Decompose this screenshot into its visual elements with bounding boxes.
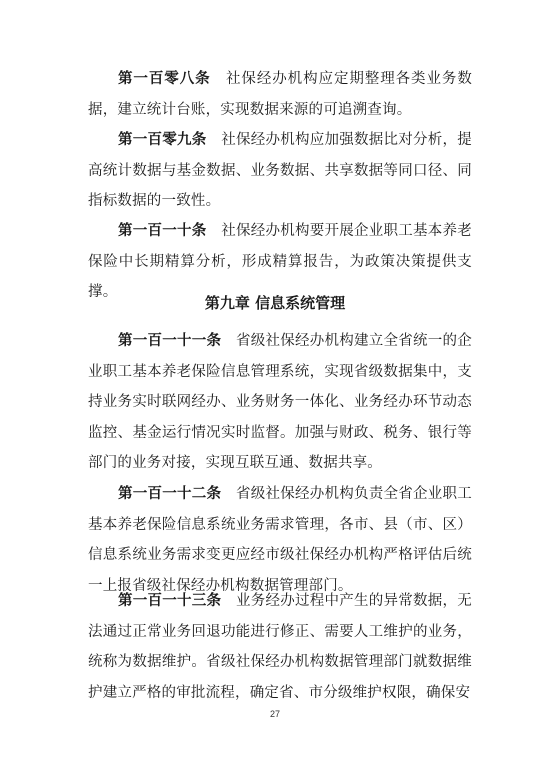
article-title: 第一百一十三条: [118, 593, 222, 609]
chapter-title: 第九章 信息系统管理: [204, 294, 346, 312]
article-body: 省级社保经办机构负责全省企业职工基本养老保险信息系统业务需求管理，各市、县（市、区）信息系统业务需求变更应经市级社保经办机构严格评估后统一上报省级社保经办机构数据管理部门。: [88, 486, 473, 594]
article-body: 社保经办机构应加强数据比对分析，提高统计数据与基金数据、业务数据、共享数据等同口径、同指标数据的一致性。: [88, 132, 473, 209]
article-title: 第一百一十条: [118, 223, 207, 239]
article-109: [88, 125, 472, 217]
page-number: 27: [269, 709, 280, 719]
article-title: 第一百一十二条: [118, 486, 222, 502]
article-title: 第一百零九条: [118, 132, 207, 148]
article-body: 社保经办机构要开展企业职工基本养老保险中长期精算分析，形成精算报告，为政策决策提供支撑。: [88, 223, 473, 300]
article-112: [88, 479, 472, 601]
article-108: [88, 64, 472, 125]
article-body: 省级社保经办机构建立全省统一的企业职工基本养老保险信息管理系统，实现省级数据集中，支持业务实时联网经办、业务财务一体化、业务经办环节动态监控、基金运行情况实时监督。加强与财政、税务、银行等部门的业务对接，实现互联互通、数据共享。: [88, 333, 473, 471]
article-111: [88, 326, 472, 479]
article-body: 社保经办机构应定期整理各类业务数据，建立统计台账，实现数据来源的可追溯查询。: [88, 71, 473, 118]
article-body: 业务经办过程中产生的异常数据，无法通过正常业务回退功能进行修正、需要人工维护的业务，统称为数据维护。省级社保经办机构数据管理部门就数据维护建立严格的审批流程，确定省、市分级维护权限，确保安: [88, 593, 473, 701]
article-title: 第一百一十一条: [118, 333, 222, 349]
article-title: 第一百零八条: [118, 71, 211, 87]
article-113: [88, 586, 472, 708]
